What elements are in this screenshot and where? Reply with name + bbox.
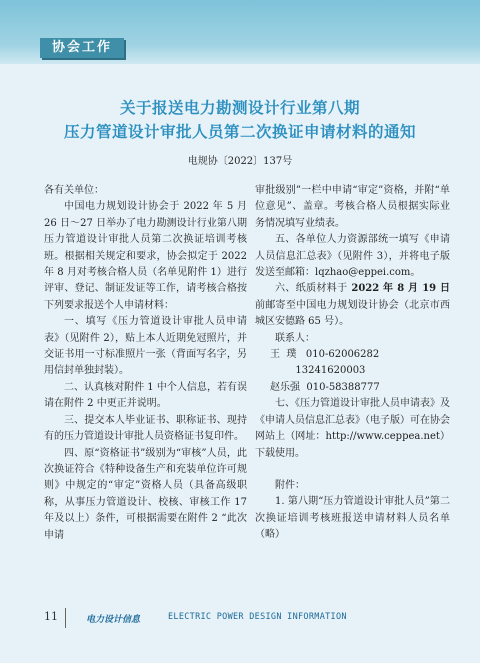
article-title-line1: 关于报送电力勘测设计行业第八期 [119, 98, 360, 117]
right-column [255, 183, 450, 544]
paragraph-item-6 [255, 281, 450, 330]
footer-divider [65, 608, 66, 628]
paragraph-item-7: 七、《压力管道设计审批人员申请表》及《申请人员信息汇总表》（电子版）可在协会网站上（网址：http://www.ceppea.net）下载使用。 [255, 398, 450, 459]
paragraph-item-2: 二、认真核对附件 1 中个人信息，若有误请在附件 2 中更正并说明。 [44, 381, 247, 410]
page-number: 11 [44, 610, 58, 623]
contact-label: 联系人： [275, 332, 315, 344]
contact-line-2: 13241620003 [270, 365, 366, 377]
paragraph-item-4: 四、原“资格证书”级别为“审核”人员，此次换证符合《特种设备生产和充装单位许可规则》中规定的“审定”资格人员（具备高级职称，从事压力管道设计、校核、审核工作 17 年及以上）条件，可根据需要在附件 2 “此次申请 [44, 447, 247, 541]
item-6-prefix: 六、纸质材料于 [275, 283, 348, 295]
spacer [255, 462, 450, 478]
publication-name: 电力设计信息 [86, 615, 141, 625]
paragraph-item-5: 五、各单位人力资源部统一填写《申请人员信息汇总表》（见附件 3），并将电子版发送至邮箱：lqzhao@eppei.com。 [255, 234, 450, 279]
salutation: 各有关单位： [44, 185, 104, 196]
left-column [44, 183, 247, 544]
publication-name-en: ELECTRIC POWER DESIGN INFORMATION [168, 612, 347, 622]
section-tag: 协会工作 [40, 38, 124, 58]
document-number: 电规协〔2022〕137号 [187, 156, 293, 167]
deadline-date: 2022 年 8 月 19 日 [347, 283, 450, 295]
paragraph-item-4-cont: 审批级别”一栏中申请“审定”资格，并附“单位意见”、盖章。考核合格人员根据实际业务情况填写业绩表。 [255, 185, 450, 229]
contact-line-1: 王 璞 010-62006282 [270, 349, 380, 361]
paragraph-item-1: 一、填写《压力管道设计审批人员申请表》（见附件 2），贴上本人近期免冠照片，并交证书用一寸标准照片一张（背面写名字，另用信封单独封装）。 [44, 316, 247, 377]
contact-line-3: 赵乐强 010-58388777 [270, 381, 380, 393]
article-title-line2: 压力管道设计审批人员第二次换证申请材料的通知 [63, 122, 416, 141]
item-6-suffix: 前邮寄至中国电力规划设计协会（北京市西城区安德路 65 号）。 [255, 299, 450, 328]
paragraph-intro: 中国电力规划设计协会于 2022 年 5 月 26 日～27 日举办了电力勘测设计行业第八期压力管道设计审批人员第二次换证培训考核班。根据相关规定和要求，协会拟定于 2022 年 8 月对考核合格人员（名单见附件 1）进行评审、登记、制证发证等工作，请考核合格按下列要求报送个人申请材料： [44, 201, 247, 311]
paragraph-item-3: 三、提交本人毕业证书、职称证书、现持有的压力管道设计审批人员资格证书复印件。 [44, 414, 247, 443]
page-footer [0, 606, 480, 630]
attachments-label: 附件： [275, 479, 305, 491]
attachment-1: 1. 第八期“压力管道设计审批人员”第二次换证培训考核班报送申请材料人员名单（略） [255, 496, 450, 541]
